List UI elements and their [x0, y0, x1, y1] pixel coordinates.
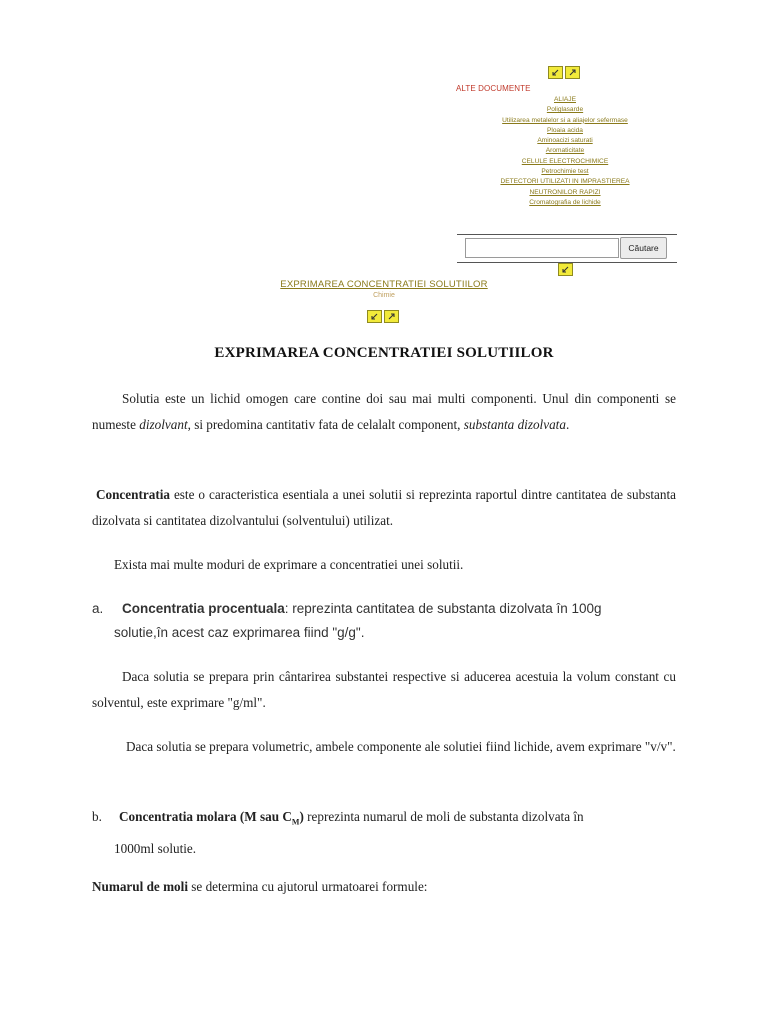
list-item: b. Concentratia molara (M sau $C_M$) reprezinta numarul de moli de substanta dizolvata în 1000ml solutie.	[92, 809, 584, 856]
sidebar-link[interactable]: DETECTORI UTILIZATI IN IMPRASTIEREA	[500, 178, 630, 186]
paragraph: Concentratia este o caracteristica esentiala a unei solutii si reprezinta raportul dintre cantitatea de substanta dizolvata si cantitatea dizolvantului (solventului) utilizat.	[92, 487, 677, 528]
sidebar-link[interactable]: NEUTRONILOR RAPIZI	[529, 188, 601, 196]
paragraph: Exista mai multe moduri de exprimare a concentratiei unei solutii.	[114, 557, 464, 572]
sidebar-link[interactable]: Poliglasarde	[546, 106, 584, 114]
sidebar-link[interactable]: Aromaticitate	[545, 147, 585, 155]
sidebar-link[interactable]: ALIAJE	[554, 96, 576, 103]
document-link[interactable]: EXPRIMAREA CONCENTRATIEI SOLUTIILOR	[280, 279, 488, 290]
sidebar-link[interactable]: Cromatografia de lichide	[529, 198, 601, 206]
nav-icons-top	[548, 66, 580, 79]
sidebar-title: ALTE DOCUMENTE	[456, 84, 531, 93]
page-title: EXPRIMAREA CONCENTRATIEI SOLUTIILOR	[214, 345, 554, 361]
sidebar-link[interactable]: Utilizarea metalelor si a aliajelor sefermase	[502, 116, 628, 124]
paragraph: Numarul de moli se determina cu ajutorul urmatoarei formule:	[92, 879, 428, 894]
arrow-icon[interactable]	[558, 263, 573, 276]
sidebar-links	[470, 95, 660, 208]
document-category: Chimie	[373, 292, 395, 299]
sidebar-link[interactable]: Aminoacizi saturati	[537, 137, 593, 145]
paragraph: Daca solutia se prepara prin cântarirea substantei respective si aducerea acestuia la volum constant cu solventul, este exprimare "g/ml".	[92, 669, 676, 710]
search-input[interactable]	[465, 238, 619, 258]
nav-icons-search	[558, 263, 573, 276]
search-button[interactable]: Căutare	[620, 237, 667, 259]
arrow-right-icon[interactable]	[384, 310, 399, 323]
arrow-right-icon[interactable]	[565, 66, 580, 79]
arrow-left-icon[interactable]	[367, 310, 382, 323]
list-item: a. Concentratia procentuala: reprezinta cantitatea de substanta dizolvata în 100g solutie,în acest caz exprimarea fiind "g/g".	[92, 601, 602, 640]
sidebar-link[interactable]: CELULE ELECTROCHIMICE	[521, 157, 609, 165]
sidebar-link[interactable]: Petrochimie test	[541, 168, 589, 176]
divider	[457, 234, 677, 235]
document-link-row	[0, 279, 768, 290]
arrow-left-icon[interactable]	[548, 66, 563, 79]
paragraph: Solutia este un lichid omogen care contine doi sau mai multi componenti. Unul din componenti se numeste dizolvant, si predomina cantitativ fata de celalalt component, substanta dizolvata.	[92, 391, 676, 432]
nav-icons-doc	[367, 310, 399, 323]
sidebar-link[interactable]: Ploaia acida	[547, 126, 583, 134]
paragraph: Daca solutia se prepara volumetric, ambele componente ale solutiei fiind lichide, avem exprimare "v/v".	[126, 739, 676, 754]
